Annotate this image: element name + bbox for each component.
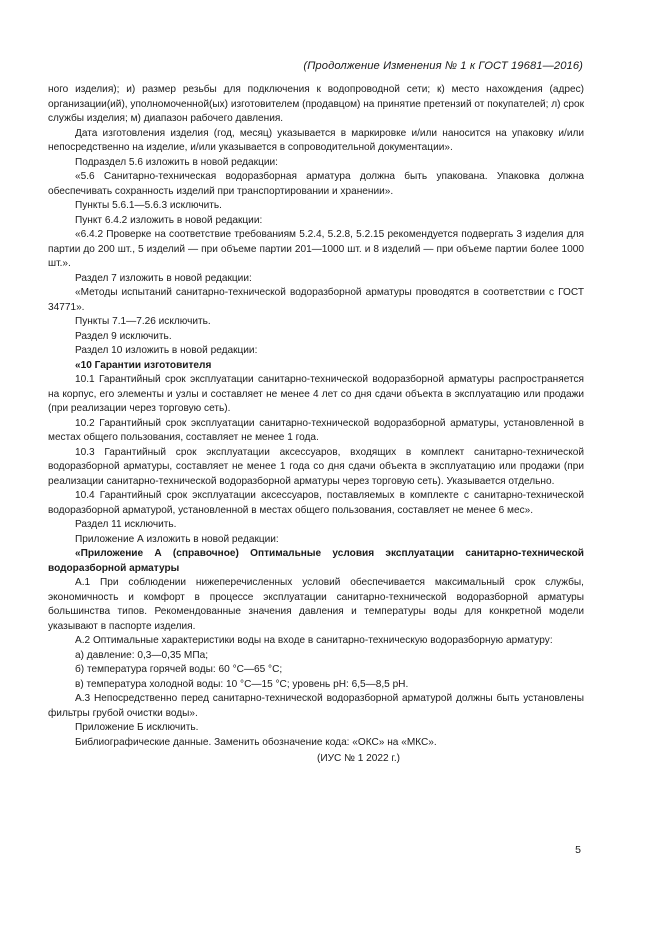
paragraph: Пункт 6.4.2 изложить в новой редакции:	[75, 214, 263, 226]
paragraph: Пункты 5.6.1—5.6.3 исключить.	[75, 200, 222, 211]
paragraph: «6.4.2 Проверке на соответствие требованиям 5.2.4, 5.2.8, 5.2.15 рекомендуется подвергать 3 изделия для партии до 200 шт., 5 изделий — при объеме партии 201—1000 шт. и 8 изделий — при объеме партии более 1000 шт.».	[48, 229, 584, 269]
paragraph: А.3 Непосредственно перед санитарно-технической водоразборной арматурой должны быть установлены фильтры грубой очистки воды».	[48, 693, 584, 719]
paragraph: Раздел 10 изложить в новой редакции:	[75, 345, 258, 356]
paragraph: 10.2 Гарантийный срок эксплуатации санитарно-технической водоразборной арматуры, установленной в местах общего пользования, составляет не менее 1 года.	[48, 417, 584, 443]
ius-text: (ИУС № 1 2022 г.)	[316, 753, 401, 764]
appendix-heading: «Приложение А (справочное) Оптимальные условия эксплуатации санитарно-технической водоразборной арматуры	[48, 548, 584, 574]
paragraph: Подраздел 5.6 изложить в новой редакции:	[75, 156, 278, 168]
paragraph: 10.4 Гарантийный срок эксплуатации аксессуаров, поставляемых в комплекте с санитарно-технической водоразборной арматурой, установленной в местах общего пользования, составляет не менее 6 мес».	[48, 490, 584, 516]
paragraph: «Методы испытаний санитарно-технической водоразборной арматуры проводятся в соответствии с ГОСТ 34771».	[48, 287, 584, 313]
paragraph: А.2 Оптимальные характеристики воды на входе в санитарно-техническую водоразборную арматуру:	[75, 635, 553, 646]
page-header: (Продолжение Изменения № 1 к ГОСТ 19681—2016)	[303, 60, 583, 72]
paragraph: «5.6 Санитарно-техническая водоразборная арматура должна быть упакована. Упаковка должна обеспечивать сохранность изделий при транспортировании и хранении».	[48, 171, 584, 197]
paragraph: Пункты 7.1—7.26 исключить.	[75, 316, 211, 327]
paragraph: 10.1 Гарантийный срок эксплуатации санитарно-технической водоразборной арматуры распространяется на корпус, его элементы и узлы и составляет не менее 4 лет со дня сдачи объекта в эксплуатацию или продажи (при реализации через торговую сеть).	[48, 374, 584, 414]
section-heading: «10 Гарантии изготовителя	[75, 359, 212, 371]
ius-reference	[0, 753, 661, 764]
paragraph: Раздел 9 исключить.	[75, 330, 172, 342]
list-item: а) давление: 0,3—0,35 МПа;	[75, 649, 209, 661]
list-item: в) температура холодной воды: 10 °С—15 °С; уровень рН: 6,5—8,5 рН.	[75, 678, 409, 690]
paragraph: ного изделия); и) размер резьбы для подключения к водопроводной сети; к) место нахождения (адрес) организации(ий), уполномоченной(ых) изготовителем (продавцом) на принятие претензий от покупателей; л) срок службы изделия; м) диапазон рабочего давления.	[48, 84, 585, 124]
document-body	[48, 83, 584, 750]
paragraph: Дата изготовления изделия (год, месяц) указывается в маркировке и/или наносится на упаковку и/или непосредственно на изделие, и/или указывается в сопроводительной документации».	[48, 127, 584, 153]
paragraph: Раздел 11 исключить.	[75, 519, 177, 530]
paragraph: Приложение А изложить в новой редакции:	[75, 533, 279, 545]
list-item: б) температура горячей воды: 60 °С—65 °С;	[75, 664, 283, 675]
page-number: 5	[575, 844, 581, 856]
paragraph: А.1 При соблюдении нижеперечисленных условий обеспечивается максимальный срок службы, экономичность и комфорт в процессе эксплуатации санитарно-технической водоразборной арматуры большинства типов. Рекомендованные значения давления и температуры воды для конкретной модели указывают в паспорте изделия.	[48, 577, 584, 632]
paragraph: Раздел 7 изложить в новой редакции:	[75, 272, 252, 284]
paragraph: Библиографические данные. Заменить обозначение кода: «ОКС» на «МКС».	[75, 736, 437, 748]
paragraph: Приложение Б исключить.	[75, 722, 199, 733]
paragraph: 10.3 Гарантийный срок эксплуатации аксессуаров, входящих в комплект санитарно-технической водоразборной арматуры, составляет не менее 1 года со дня сдачи объекта в эксплуатацию или продажи (при реализации санитарно-технической водоразборной арматуры через торговую сеть). Указывается отдельно.	[48, 446, 584, 487]
